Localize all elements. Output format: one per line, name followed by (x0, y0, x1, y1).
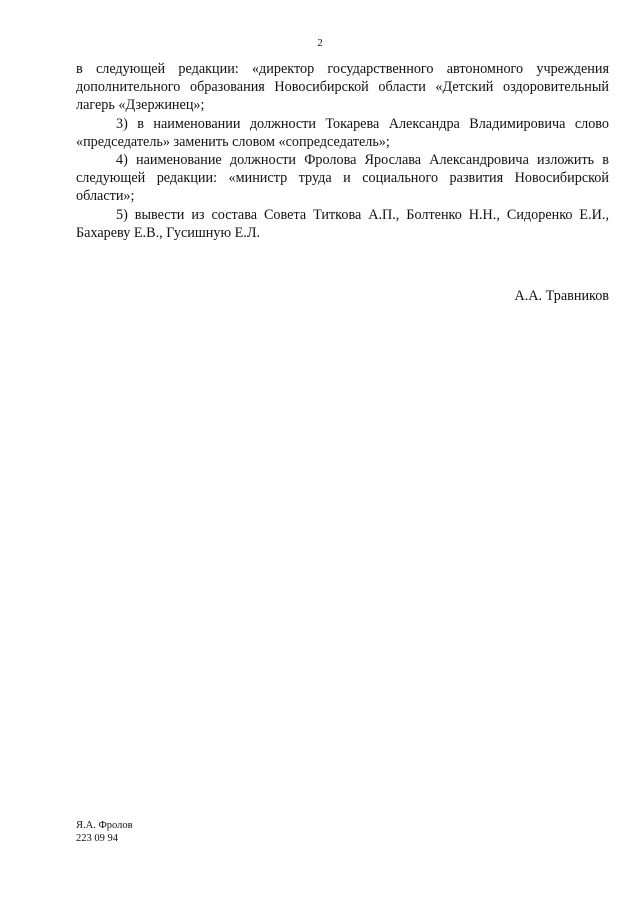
page-number: 2 (317, 37, 323, 49)
signature-name: А.А. Травников (514, 288, 609, 304)
executor-phone: 223 09 94 (76, 833, 118, 844)
paragraph-item-5: 5) вывести из состава Совета Титкова А.П., Болтенко Н.Н., Сидоренко Е.И., Бахареву Е.В., Гусишную Е.Л. (76, 206, 609, 241)
document-body (76, 60, 609, 242)
executor-name: Я.А. Фролов (76, 820, 133, 831)
paragraph-item-3: 3) в наименовании должности Токарева Александра Владимировича слово «председатель» заменить словом «сопредседатель»; (76, 115, 609, 150)
paragraph-continuation: в следующей редакции: «директор государственного автономного учреждения дополнительного образования Новосибирской области «Детский оздоровительный лагерь «Дзержинец»; (76, 61, 609, 114)
paragraph-item-4: 4) наименование должности Фролова Ярослава Александровича изложить в следующей редакции: «министр труда и социального развития Новосибирской области»; (76, 152, 609, 205)
executor-block (76, 819, 133, 845)
